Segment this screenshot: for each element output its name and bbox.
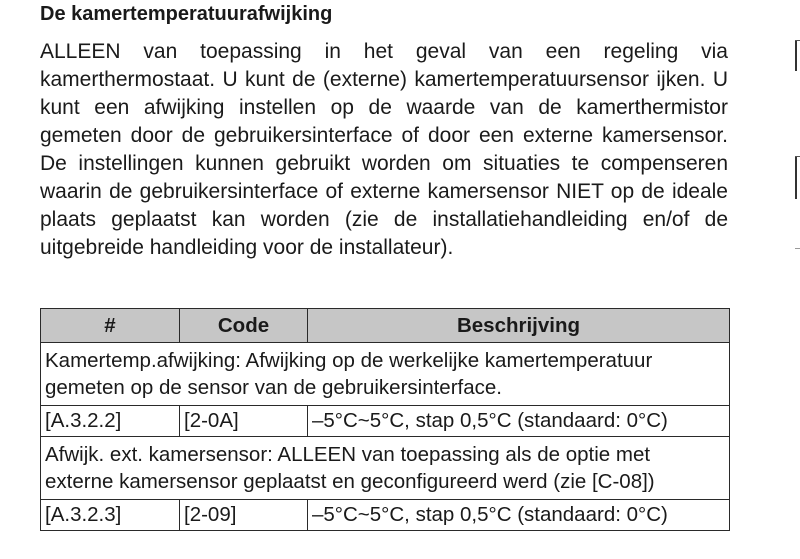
field-code: [2-09] [180,500,308,531]
header-code: Code [180,309,308,343]
intro-line: ALLEEN van toepassing in het geval van een regeling via [40,40,728,63]
intro-paragraph [40,38,728,262]
description-line: Kamertemp.afwijking: Afwijking op de werkelijke kamertemperatuur [45,349,653,372]
section-title: De kamertemperatuurafwijking [40,3,333,25]
intro-line: installatiehandleiding en/of de uitgebreide handleiding voor de [40,208,728,259]
value-range: –5°C~5°C, stap 0,5°C (standaard: 0°C) [308,500,730,531]
intro-line: ijken. U kunt een afwijking instellen op de waarde van de [40,68,728,119]
intro-line: installateur). [338,236,454,259]
adjacent-page-border [795,41,797,71]
table-description-row [41,343,730,406]
setting-description [41,343,730,406]
table-row [41,406,730,437]
table-header-row [41,309,730,343]
intro-line: kamerthermostaat. U kunt de (externe) kamertemperatuursensor [40,68,649,91]
settings-table [40,308,730,531]
adjacent-page-border [795,157,797,199]
description-line: externe kamersensor geplaatst en geconfigureerd werd (zie [C-08]) [45,470,655,493]
menu-number: [A.3.2.2] [41,406,180,437]
field-code: [2-0A] [180,406,308,437]
header-num: # [41,309,180,343]
intro-line: kamersensor NIET op de ideale plaats geplaatst kan worden (zie de [40,180,728,231]
intro-line: kamerthermistor gemeten door de gebruikersinterface of door een [40,96,728,147]
description-line: gemeten op de sensor van de gebruikersinterface. [45,376,502,399]
adjacent-page-rule [795,248,800,249]
header-description: Beschrijving [308,309,730,343]
setting-description [41,437,730,500]
table-row [41,500,730,531]
intro-line: situaties te compenseren waarin de gebruikersinterface of externe [40,152,728,203]
menu-number: [A.3.2.3] [41,500,180,531]
description-line: Afwijk. ext. kamersensor: ALLEEN van toepassing als de optie met [45,443,651,466]
value-range: –5°C~5°C, stap 0,5°C (standaard: 0°C) [308,406,730,437]
table-description-row [41,437,730,500]
intro-line: externe kamersensor. De instellingen kunnen gebruikt worden om [40,124,728,175]
